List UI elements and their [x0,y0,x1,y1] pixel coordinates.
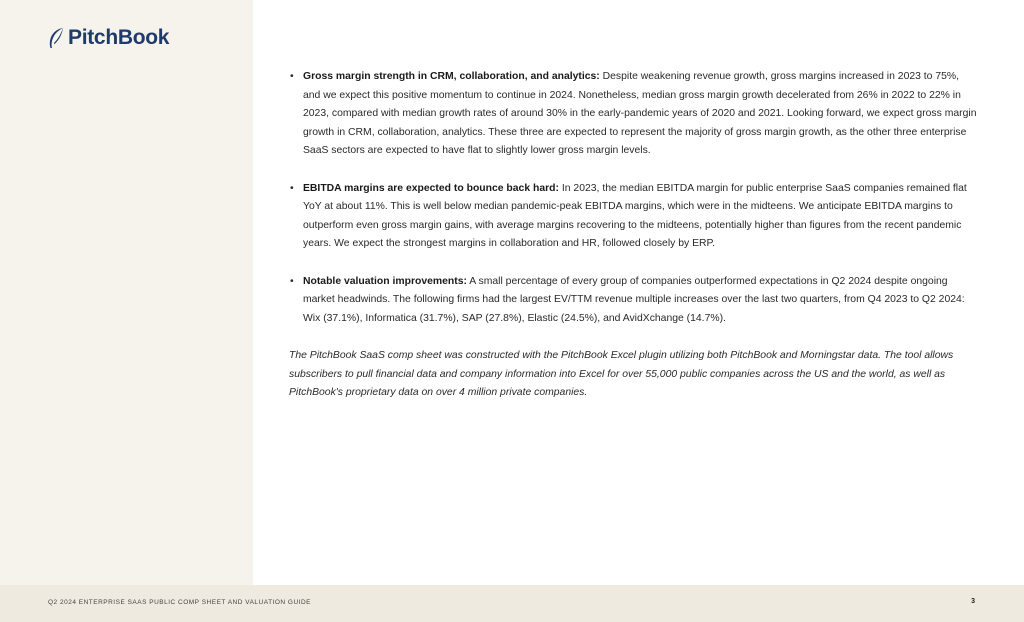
bullet-body: Despite weakening revenue growth, gross margins increased in 2023 to 75%, and we expect this positive momentum to continue in 2024. Nonetheless, median gross margin growth decelerated from 26% in 2022 to 22% in 2023, compared with median growth rates of around 30% in the early-pandemic years of 2020 and 2021. Looking forward, we expect gross margin growth in CRM, collaboration, analytics. These three are expected to represent the majority of gross margin growth, as the other three enterprise SaaS sectors are expected to have flat to slightly lower gross margin levels. [303,71,977,157]
pitchbook-leaf-icon [47,27,65,49]
pitchbook-logo[interactable] [47,25,169,51]
bullet-body: A small percentage of every group of companies outperformed expectations in Q2 2024 despite ongoing market headwinds. The following firms had the largest EV/TTM revenue multiple increases over the last two quarters, from Q4 2023 to Q2 2024: Wix (37.1%), Informatica (31.7%), SAP (27.8%), Elastic (24.5%), and AvidXchange (14.7%). [303,275,965,324]
brand-name: PitchBook [68,26,170,49]
bullet-icon: • [290,275,294,287]
bullet-icon: • [290,182,294,194]
page-footer [0,585,1024,622]
bullet-icon: • [290,71,294,82]
bullet-list [289,68,979,328]
list-item [289,180,979,254]
bullet-title: Gross margin strength in CRM, collaboration, and analytics: [303,71,600,82]
footer-title: Q2 2024 ENTERPRISE SAAS PUBLIC COMP SHEET AND VALUATION GUIDE [48,599,312,606]
sidebar-panel [0,0,253,585]
list-item [289,273,979,329]
page-number: 3 [971,598,975,605]
methodology-note: The PitchBook SaaS comp sheet was constructed with the PitchBook Excel plugin utilizing both PitchBook and Morningstar data. The tool allows subscribers to pull financial data and company information into Excel for over 55,000 public companies across the US and the world, as well as PitchBook's proprietary data on over 4 million private companies. [289,349,954,399]
list-item [289,68,979,161]
bullet-title: Notable valuation improvements: [303,275,467,287]
main-content [289,68,979,403]
bullet-body: In 2023, the median EBITDA margin for public enterprise SaaS companies remained flat YoY at about 11%. This is well below median pandemic-peak EBITDA margins, which were in the midteens. We anticipate EBITDA margins to outperform even gross margin gains, with average margins recovering to the midteens, potentially higher than figures from the recent pandemic years. We expect the strongest margins in collaboration and HR, followed closely by ERP. [303,182,967,250]
bullet-title: EBITDA margins are expected to bounce back hard: [303,182,559,194]
